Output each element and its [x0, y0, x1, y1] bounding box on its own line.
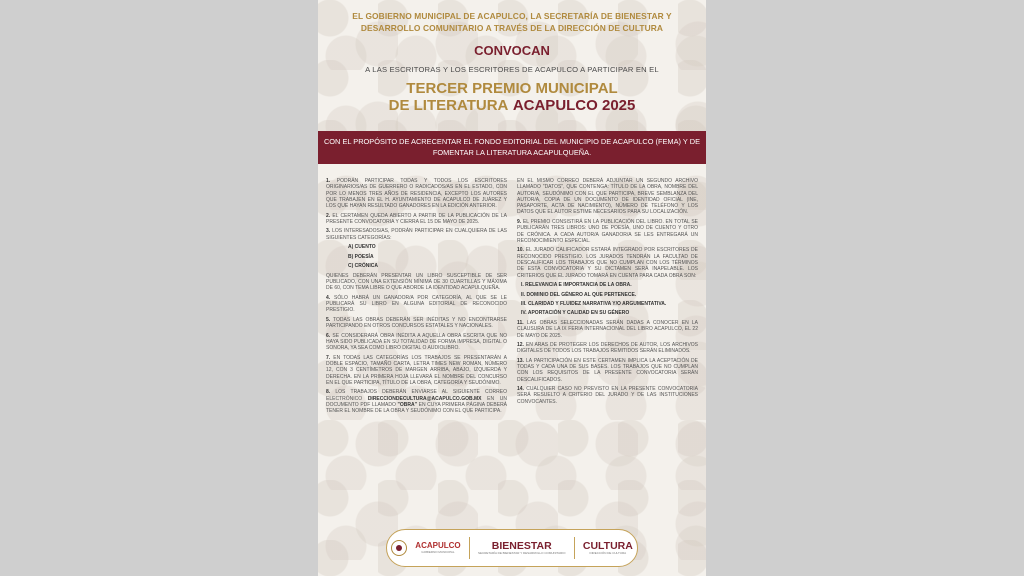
submission-email[interactable]: DIRECCIONDECULTURA@ACAPULCO.GOB.MX [367, 395, 482, 402]
category-poesia: B) POESÍA [348, 253, 374, 260]
organizers-text: EL GOBIERNO MUNICIPAL DE ACAPULCO, LA SECRETARÍA DE BIENESTAR Y DESARROLLO COMUNITARIO A TRAVÉS DE LA DIRECCIÓN DE CULTURA [352, 11, 672, 33]
category-cronica: C) CRÓNICA [348, 263, 378, 270]
rules-left-column [326, 178, 507, 520]
municipal-seal-icon [391, 540, 407, 556]
rule-8-continued: EN EL MISMO CORREO DEBERÁ ADJUNTAR UN SEGUNDO ARCHIVO LLAMADO "DATOS", QUE CONTENGA: TÍTULO DE LA OBRA, NOMBRE DEL AUTOR/A, SEUDÓNIMO CON EL QUE PARTICIPA, BREVE SEMBLANZA DEL AUTOR/A, COPIA DE UN DOCUMENTO DE IDENTIDAD OFICIAL (INE, PASAPORTE, ACTA DE NACIMIENTO), NÚMERO DE TELÉFONO Y LOS DATOS QUE EL AUTOR ESTIME NECESARIOS PARA SU LOCALIZACIÓN. [517, 178, 698, 216]
rule-6: 6. SE CONSIDERARÁ OBRA INÉDITA A AQUELLA OBRA ESCRITA QUE NO HAYA SIDO PUBLICADA EN SU TOTALIDAD DE FORMA IMPRESA, DIGITAL O SONORA, YA SEA COMO LIBRO DIGITAL O AUDIOLIBRO. [326, 332, 507, 352]
criterion-1: I. RELEVANCIA E IMPORTANCIA DE LA OBRA. [521, 282, 632, 289]
rule-13: 13. LA PARTICIPACIÓN EN ESTE CERTAMEN IMPLICA LA ACEPTACIÓN DE TODAS Y CADA UNA DE SUS BASES. LOS TRABAJOS QUE NO CUMPLAN CON LOS REQUISITOS DE LA PRESENTE CONVOCATORIA SERÁN DESCALIFICADOS. [517, 357, 698, 383]
rule-3-details: QUIENES DEBERÁN PRESENTAR UN LIBRO SUSCEPTIBLE DE SER PUBLICADO, CON UNA EXTENSIÓN MÍNIMA DE 30 CUARTILLAS Y MÁXIMA DE 60, CON TEMA LIBRE O QUE ABORDE LA IDENTIDAD ACAPULQUEÑA. [326, 272, 507, 292]
sponsor-logos [386, 529, 638, 567]
invitation-text: A LAS ESCRITORAS Y LOS ESCRITORES DE ACAPULCO A PARTICIPAR EN EL [365, 65, 659, 74]
prize-title-line2b: ACAPULCO 2025 [512, 97, 636, 114]
logo-divider [574, 537, 575, 559]
prize-title [332, 80, 692, 114]
prize-title-line2a: DE LITERATURA [388, 97, 509, 114]
rule-14: 14. CUALQUIER CASO NO PREVISTO EN LA PRESENTE CONVOCATORIA SERÁ RESUELTO A CRITERIO DEL JURADO Y DE LAS INSTITUCIONES CONVOCANTES. [517, 386, 699, 405]
purpose-banner: CON EL PROPÓSITO DE ACRECENTAR EL FONDO EDITORIAL DEL MUNICIPIO DE ACAPULCO (FEMA) Y DE FOMENTAR LA LITERATURA ACAPULQUEÑA. [318, 131, 706, 164]
rule-2: 2. EL CERTAMEN QUEDA ABIERTO A PARTIR DE LA PUBLICACIÓN DE LA PRESENTE CONVOCATORIA Y CIERRA EL 15 DE MAYO DE 2025. [326, 212, 507, 225]
logo-divider [469, 537, 470, 559]
bienestar-logo: BIENESTAR SECRETARÍA DE BIENESTAR Y DESARROLLO COMUNITARIO [478, 540, 566, 555]
rule-12: 12. EN ARAS DE PROTEGER LOS DERECHOS DE AUTOR, LOS ARCHIVOS DIGITALES DE TODOS LOS TRABAJOS REMITIDOS SERÁN ELIMINADOS. [517, 342, 699, 355]
rule-1: 1. PODRÁN PARTICIPAR TODAS Y TODOS LOS ESCRITORES ORIGINARIOS/AS DE GUERRERO O RADICADOS/AS EN EL ESTADO, CON POR LO MENOS TRES AÑOS DE RESIDENCIA, EXCEPTO LOS AUTORES QUE TRABAJEN EN EL H. AYUNTAMIENTO DE ACAPULCO DE JUÁREZ Y LOS QUE HAYAN RESULTADO GANADORES EN LA EDICIÓN ANTERIOR. [326, 178, 507, 210]
rule-8: 8. LOS TRABAJOS DEBERÁN ENVIARSE AL SIGUIENTE CORREO ELECTRÓNICO DIRECCIONDECULTURA@ACAPULCO.GOB.MX EN UN DOCUMENTO PDF LLAMADO "OBRA" EN CUYA PRIMERA PÁGINA DEBERÁ TENER EL NOMBRE DE LA OBRA Y SEUDÓNIMO CON EL QUE PARTICIPA. [326, 389, 508, 415]
criterion-3: III. CLARIDAD Y FLUIDEZ NARRATIVA Y/O ARGUMENTATIVA. [521, 300, 667, 307]
criterion-4: IV. APORTACIÓN Y CALIDAD EN SU GÉNERO [521, 310, 630, 317]
rule-9: 9. EL PREMIO CONSISTIRÁ EN LA PUBLICACIÓN DEL LIBRO. EN TOTAL SE PUBLICARÁN TRES LIBROS: UNO DE POESÍA, UNO DE CUENTO Y OTRO DE CRÓNICA. A CADA AUTOR/A GANADOR/A SE LES ENTREGARÁ UN RECONOCIMIENTO ESPECIAL. [517, 218, 699, 244]
rule-4: 4. SÓLO HABRÁ UN GANADOR/A POR CATEGORÍA, AL QUE SE LE PUBLICARÁ SU LIBRO EN ALGUNA EDITORIAL DE RECONOCIDO PRESTIGIO. [326, 294, 508, 314]
criterion-2: II. DOMINIO DEL GÉNERO AL QUE PERTENECE. [521, 291, 637, 298]
acapulco-logo: ACAPULCO GOBIERNO MUNICIPAL [415, 541, 461, 554]
prize-title-line1: TERCER PREMIO MUNICIPAL [406, 80, 618, 97]
category-cuento: A) CUENTO [348, 244, 376, 251]
rule-10: 10. EL JURADO CALIFICADOR ESTARÁ INTEGRADO POR ESCRITORES DE RECONOCIDO PRESTIGIO. LOS JURADOS TENDRÁN LA FACULTAD DE DESCALIFICAR LOS TRABAJOS QUE NO CUMPLAN CON LOS TÉRMINOS DE ESTA CONVOCATORIA Y SU DICTAMEN SERÁ INAPELABLE. LOS CRITERIOS QUE EL JURADO TOMARÁ EN CUENTA PARA CADA OBRA SON: [517, 247, 699, 279]
rule-3: 3. LOS INTERESADOS/AS, PODRÁN PARTICIPAR EN CUALQUIERA DE LAS SIGUIENTES CATEGORÍAS: [326, 228, 508, 241]
rule-7: 7. EN TODAS LAS CATEGORÍAS LOS TRABAJOS SE PRESENTARÁN A DOBLE ESPACIO, TAMAÑO CARTA, LETRA TIMES NEW ROMAN, NÚMERO 12, CON 3 CENTÍMETROS DE MARGEN ARRIBA, ABAJO, IZQUIERDA Y DERECHA. EN LA PRIMERA HOJA LLEVARÁ EL NOMBRE DEL CONCURSO EN EL QUE PARTICIPA, TÍTULO DE LA OBRA, CATEGORÍA Y SEUDÓNIMO. [326, 354, 508, 386]
poster-header [318, 0, 706, 114]
rule-5: 5. TODAS LAS OBRAS DEBERÁN SER INÉDITAS Y NO ENCONTRARSE PARTICIPANDO EN OTROS CONCURSOS ESTATALES Y NACIONALES. [326, 316, 507, 330]
poster [318, 0, 706, 576]
cultura-logo: CULTURA DIRECCIÓN DE CULTURA [582, 540, 633, 555]
rules-columns [326, 178, 698, 520]
rules-right-column [517, 178, 698, 520]
rule-11: 11. LAS OBRAS SELECCIONADAS SERÁN DADAS A CONOCER EN LA CLAUSURA DE LA IX FERIA INTERNACIONAL DEL LIBRO ACAPULCO, EL 22 DE MAYO DE 2025. [517, 319, 699, 339]
convocan-heading: CONVOCAN [474, 43, 550, 58]
